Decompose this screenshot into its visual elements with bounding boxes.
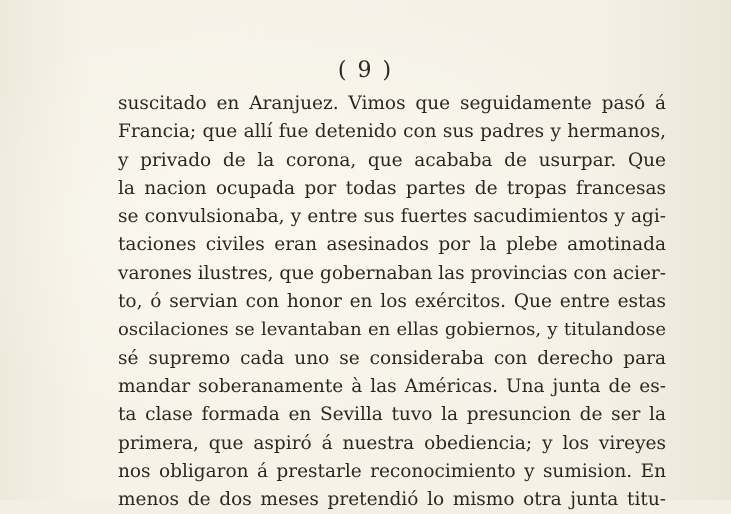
text-line: se convulsionaba, y entre sus fuertes sacudimientos y agi- (118, 206, 666, 228)
text-line: menos de dos meses pretendió lo mismo otra junta titu- (118, 489, 666, 511)
text-line: suscitado en Aranjuez. Vimos que seguidamente pasó á (118, 93, 666, 114)
text-line: la nacion ocupada por todas partes de tropas francesas (118, 177, 666, 199)
text-line: varones ilustres, que gobernaban las provincias con acier- (118, 262, 666, 284)
text-line: mandar soberanamente à las Américas. Una junta de es- (118, 375, 666, 397)
text-line: primera, que aspiró á nuestra obediencia; y los vireyes (118, 432, 666, 454)
page-number-header: ( 9 ) (337, 58, 394, 83)
text-line: ta clase formada en Sevilla tuvo la presuncion de ser la (118, 404, 666, 426)
text-line: oscilaciones se levantaban en ellas gobiernos, y titulandose (118, 319, 666, 341)
text-line: y privado de la corona, que acababa de usurpar. Que (118, 149, 666, 171)
text-line: nos obligaron á prestarle reconocimiento y sumision. En (118, 460, 666, 482)
text-line: sé supremo cada uno se consideraba con derecho para (118, 347, 666, 369)
text-line: to, ó servian con honor en los exércitos. Que entre estas (118, 291, 666, 313)
text-line: taciones civiles eran asesinados por la plebe amotinada (118, 234, 666, 256)
text-line: Francia; que allí fue detenido con sus padres y hermanos, (118, 121, 666, 143)
page-text (118, 90, 666, 514)
